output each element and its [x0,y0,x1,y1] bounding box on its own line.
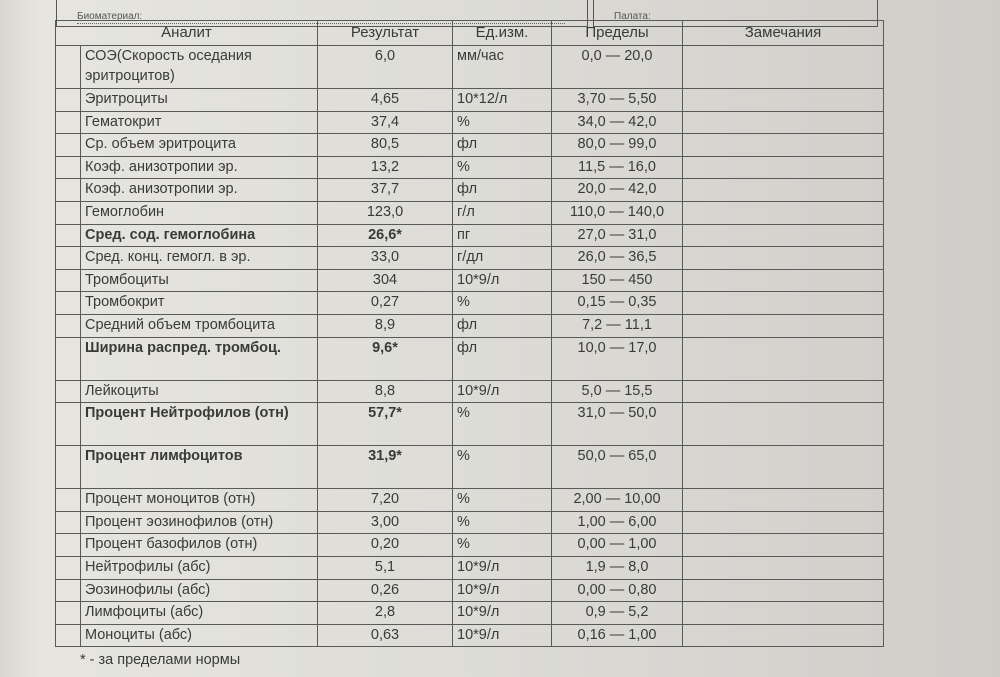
notes-cell [683,179,884,202]
col-range: Пределы [552,21,683,46]
row-marker-cell [56,46,81,89]
row-marker-cell [56,247,81,270]
result-cell: 2,8 [318,602,453,625]
table-row [56,247,884,270]
table-row [56,624,884,647]
result-cell: 33,0 [318,247,453,270]
col-result: Результат [318,21,453,46]
unit-cell: фл [453,337,552,380]
result-cell: 26,6* [318,224,453,247]
notes-cell [683,269,884,292]
result-cell: 304 [318,269,453,292]
table-header [56,21,884,46]
analyte-cell: Лейкоциты [81,380,318,403]
row-marker-cell [56,579,81,602]
row-marker-cell [56,201,81,224]
notes-cell [683,446,884,489]
result-cell: 7,20 [318,489,453,512]
table-row [56,314,884,337]
table-row [56,89,884,112]
analyte-cell: Процент лимфоцитов [81,446,318,489]
table-row [56,269,884,292]
notes-cell [683,111,884,134]
row-marker-cell [56,111,81,134]
row-marker-cell [56,403,81,446]
row-marker-cell [56,380,81,403]
result-cell: 13,2 [318,156,453,179]
range-cell: 20,0 — 42,0 [552,179,683,202]
unit-cell: г/л [453,201,552,224]
unit-cell: % [453,111,552,134]
result-cell: 0,63 [318,624,453,647]
notes-cell [683,46,884,89]
notes-cell [683,403,884,446]
analyte-cell: Гемоглобин [81,201,318,224]
analyte-cell: Ср. объем эритроцита [81,134,318,157]
range-cell: 0,9 — 5,2 [552,602,683,625]
analyte-cell: Процент базофилов (отн) [81,534,318,557]
table-row [56,511,884,534]
table-row [56,602,884,625]
row-marker-cell [56,534,81,557]
unit-cell: % [453,489,552,512]
ward-label: Палата: [614,11,651,22]
table-row [56,380,884,403]
range-cell: 110,0 — 140,0 [552,201,683,224]
range-cell: 0,00 — 0,80 [552,579,683,602]
range-cell: 80,0 — 99,0 [552,134,683,157]
notes-cell [683,292,884,315]
table-row [56,579,884,602]
unit-cell: 10*12/л [453,89,552,112]
table-row [56,179,884,202]
analyte-cell: Процент Нейтрофилов (отн) [81,403,318,446]
notes-cell [683,337,884,380]
biomaterial-label: Биоматериал: [77,11,143,22]
range-cell: 1,9 — 8,0 [552,556,683,579]
result-cell: 3,00 [318,511,453,534]
analyte-cell: Эритроциты [81,89,318,112]
col-analyte: Аналит [56,21,318,46]
notes-cell [683,89,884,112]
row-marker-cell [56,179,81,202]
table-row [56,224,884,247]
table-row [56,111,884,134]
row-marker-cell [56,489,81,512]
row-marker-cell [56,511,81,534]
result-cell: 5,1 [318,556,453,579]
analyte-cell: Гематокрит [81,111,318,134]
unit-cell: % [453,403,552,446]
analyte-cell: Коэф. анизотропии эр. [81,179,318,202]
unit-cell: фл [453,179,552,202]
table-row [56,292,884,315]
notes-cell [683,602,884,625]
notes-cell [683,579,884,602]
row-marker-cell [56,337,81,380]
result-cell: 37,7 [318,179,453,202]
notes-cell [683,624,884,647]
row-marker-cell [56,624,81,647]
table-row [56,534,884,557]
range-cell: 11,5 — 16,0 [552,156,683,179]
result-cell: 80,5 [318,134,453,157]
lab-results-table [55,20,884,647]
table-row [56,46,884,89]
range-cell: 0,15 — 0,35 [552,292,683,315]
row-marker-cell [56,269,81,292]
range-cell: 31,0 — 50,0 [552,403,683,446]
row-marker-cell [56,446,81,489]
range-cell: 0,0 — 20,0 [552,46,683,89]
analyte-cell: Нейтрофилы (абс) [81,556,318,579]
analyte-cell: Лимфоциты (абс) [81,602,318,625]
col-unit: Ед.изм. [453,21,552,46]
row-marker-cell [56,89,81,112]
result-cell: 8,9 [318,314,453,337]
analyte-cell: Процент моноцитов (отн) [81,489,318,512]
range-cell: 150 — 450 [552,269,683,292]
unit-cell: % [453,511,552,534]
row-marker-cell [56,314,81,337]
row-marker-cell [56,602,81,625]
range-cell: 7,2 — 11,1 [552,314,683,337]
result-cell: 9,6* [318,337,453,380]
notes-cell [683,134,884,157]
result-cell: 6,0 [318,46,453,89]
analyte-cell: Моноциты (абс) [81,624,318,647]
notes-cell [683,380,884,403]
analyte-cell: Средний объем тромбоцита [81,314,318,337]
result-cell: 123,0 [318,201,453,224]
unit-cell: фл [453,134,552,157]
unit-cell: % [453,534,552,557]
notes-cell [683,224,884,247]
result-cell: 0,20 [318,534,453,557]
result-cell: 31,9* [318,446,453,489]
range-cell: 34,0 — 42,0 [552,111,683,134]
unit-cell: % [453,156,552,179]
notes-cell [683,489,884,512]
notes-cell [683,556,884,579]
unit-cell: пг [453,224,552,247]
range-cell: 10,0 — 17,0 [552,337,683,380]
footnote: * - за пределами нормы [80,652,241,668]
unit-cell: 10*9/л [453,624,552,647]
table-row [56,489,884,512]
analyte-cell: Процент эозинофилов (отн) [81,511,318,534]
table-row [56,201,884,224]
unit-cell: 10*9/л [453,380,552,403]
range-cell: 5,0 — 15,5 [552,380,683,403]
unit-cell: г/дл [453,247,552,270]
analyte-cell: Эозинофилы (абс) [81,579,318,602]
table-row [56,156,884,179]
table-row [56,337,884,380]
col-notes: Замечания [683,21,884,46]
analyte-cell: Тромбоциты [81,269,318,292]
unit-cell: % [453,292,552,315]
result-cell: 8,8 [318,380,453,403]
range-cell: 0,00 — 1,00 [552,534,683,557]
unit-cell: 10*9/л [453,579,552,602]
range-cell: 0,16 — 1,00 [552,624,683,647]
unit-cell: 10*9/л [453,602,552,625]
result-cell: 37,4 [318,111,453,134]
row-marker-cell [56,224,81,247]
result-cell: 0,27 [318,292,453,315]
unit-cell: 10*9/л [453,269,552,292]
result-cell: 0,26 [318,579,453,602]
analyte-cell: Ширина распред. тромбоц. [81,337,318,380]
table-row [56,446,884,489]
analyte-cell: Тромбокрит [81,292,318,315]
analyte-cell: Коэф. анизотропии эр. [81,156,318,179]
range-cell: 3,70 — 5,50 [552,89,683,112]
notes-cell [683,314,884,337]
notes-cell [683,156,884,179]
range-cell: 27,0 — 31,0 [552,224,683,247]
result-cell: 57,7* [318,403,453,446]
range-cell: 2,00 — 10,00 [552,489,683,512]
analyte-cell: СОЭ(Скорость оседания эритроцитов) [81,46,318,89]
notes-cell [683,247,884,270]
row-marker-cell [56,134,81,157]
analyte-cell: Сред. сод. гемоглобина [81,224,318,247]
unit-cell: % [453,446,552,489]
notes-cell [683,511,884,534]
table-row [56,403,884,446]
range-cell: 50,0 — 65,0 [552,446,683,489]
notes-cell [683,201,884,224]
result-cell: 4,65 [318,89,453,112]
table-row [56,134,884,157]
notes-cell [683,534,884,557]
analyte-cell: Сред. конц. гемогл. в эр. [81,247,318,270]
row-marker-cell [56,292,81,315]
unit-cell: 10*9/л [453,556,552,579]
unit-cell: фл [453,314,552,337]
table-row [56,556,884,579]
range-cell: 26,0 — 36,5 [552,247,683,270]
unit-cell: мм/час [453,46,552,89]
row-marker-cell [56,556,81,579]
range-cell: 1,00 — 6,00 [552,511,683,534]
row-marker-cell [56,156,81,179]
